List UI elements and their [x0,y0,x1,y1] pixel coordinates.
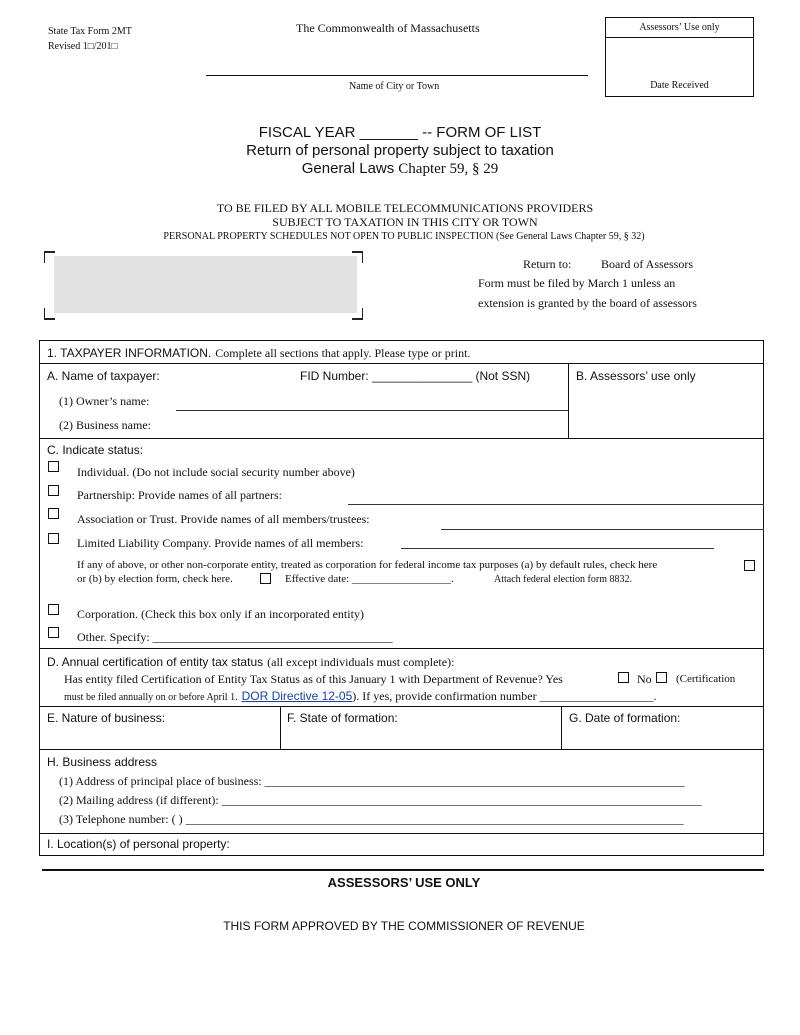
general-laws-title: General Laws Chapter 59, § 29 [301,160,499,177]
default-rules-checkbox[interactable] [744,560,755,571]
filing-line-2: SUBJECT TO TAXATION IN THIS CITY OR TOWN [272,215,538,229]
llc-checkbox[interactable] [48,533,59,544]
noncorp-line-1: If any of above, or other non-corporate entity, treated as corporation for federal income tax purposes (a) by default rules, check here [77,559,658,571]
address-window-redacted [54,256,357,313]
corporation-label: Corporation. (Check this box only if an incorporated entity) [77,607,364,621]
other-checkbox[interactable] [48,627,59,638]
section-d-heading: D. Annual certification of entity tax status (all except individuals must complete): [47,655,455,669]
taxpayer-name-label: A. Name of taxpayer: [47,369,160,383]
certification-line-2: must be filed annually on or before April 1. DOR Directive 12-05). If yes, provide confirmation number ___________________. [64,689,657,703]
city-name-line[interactable] [206,75,588,76]
certification-no-label: No [637,672,652,686]
status-heading: C. Indicate status: [47,443,144,457]
certification-yes-checkbox[interactable] [618,672,629,683]
members-trustees-field[interactable] [441,529,764,530]
date-of-formation-label: G. Date of formation: [569,711,681,725]
attach-form-note: Attach federal election form 8832. [494,574,632,585]
mailing-address-field[interactable]: (2) Mailing address (if different): ________________________________________________________________________________ [59,793,702,807]
return-to-label: Return to: [523,257,572,271]
noncorp-line-2a: or (b) by election form, check here. [77,573,233,585]
fid-number-field[interactable]: FID Number: _______________ (Not SSN) [300,369,531,383]
footer-rule [42,869,764,871]
dor-directive-link[interactable]: DOR Directive 12-05 [241,689,353,703]
certification-note: (Certification [676,673,736,685]
certification-question: Has entity filed Certification of Entity Tax Status as of this January 1 with Department of Revenue? Yes [64,672,563,686]
individual-checkbox[interactable] [48,461,59,472]
individual-label: Individual. (Do not include social security number above) [77,465,355,479]
effective-date-field[interactable]: Effective date: __________________. [285,573,454,585]
telephone-field[interactable]: (3) Telephone number: ( ) ___________________________________________________________________________________ [59,812,684,826]
assessors-box-title: Assessors’ Use only [639,22,720,33]
election-form-checkbox[interactable] [260,573,271,584]
certification-no-checkbox[interactable] [656,672,667,683]
partnership-checkbox[interactable] [48,485,59,496]
owner-name-label: (1) Owner’s name: [59,394,150,408]
return-deadline-line: Form must be filed by March 1 unless an [478,276,676,290]
property-location-label: I. Location(s) of personal property: [47,837,230,851]
llc-label: Limited Liability Company. Provide names of all members: [77,536,364,550]
corporation-checkbox[interactable] [48,604,59,615]
assessors-use-only-heading: ASSESSORS’ USE ONLY [327,875,481,890]
return-title: Return of personal property subject to taxation [246,142,554,159]
nature-of-business-label: E. Nature of business: [47,711,166,725]
business-name-label: (2) Business name: [59,418,151,432]
commonwealth-title: The Commonwealth of Massachusetts [296,21,480,35]
revised-date: Revised 1□/201□ [48,41,118,52]
llc-members-field[interactable] [401,548,714,549]
board-of-assessors: Board of Assessors [601,257,693,271]
city-label: Name of City or Town [349,81,440,92]
state-of-formation-label: F. State of formation: [287,711,398,725]
return-extension-line: extension is granted by the board of assessors [478,296,697,310]
partnership-label: Partnership: Provide names of all partners: [77,488,282,502]
association-checkbox[interactable] [48,508,59,519]
assessors-use-label: B. Assessors’ use only [576,369,696,383]
filing-line-1: TO BE FILED BY ALL MOBILE TELECOMMUNICATIONS PROVIDERS [216,201,594,215]
filing-line-3: PERSONAL PROPERTY SCHEDULES NOT OPEN TO PUBLIC INSPECTION (See General Laws Chapter 59, § 32) [163,231,645,242]
assessors-use-box [605,17,754,97]
association-label: Association or Trust. Provide names of all members/trustees: [77,512,370,526]
other-specify-field[interactable]: Other. Specify: ________________________________________ [77,630,393,644]
form-id: State Tax Form 2MT [48,26,132,37]
section-1-heading: 1. TAXPAYER INFORMATION. Complete all sections that apply. Please type or print. [47,346,471,360]
business-address-heading: H. Business address [47,755,158,769]
owner-name-field[interactable] [176,410,568,411]
fiscal-year-title: FISCAL YEAR _______ -- FORM OF LIST [258,124,542,141]
approval-statement: THIS FORM APPROVED BY THE COMMISSIONER OF REVENUE [223,919,585,933]
date-received-label: Date Received [650,80,709,91]
principal-address-field[interactable]: (1) Address of principal place of business: ______________________________________________________________________ [59,774,685,788]
partners-field[interactable] [348,504,764,505]
